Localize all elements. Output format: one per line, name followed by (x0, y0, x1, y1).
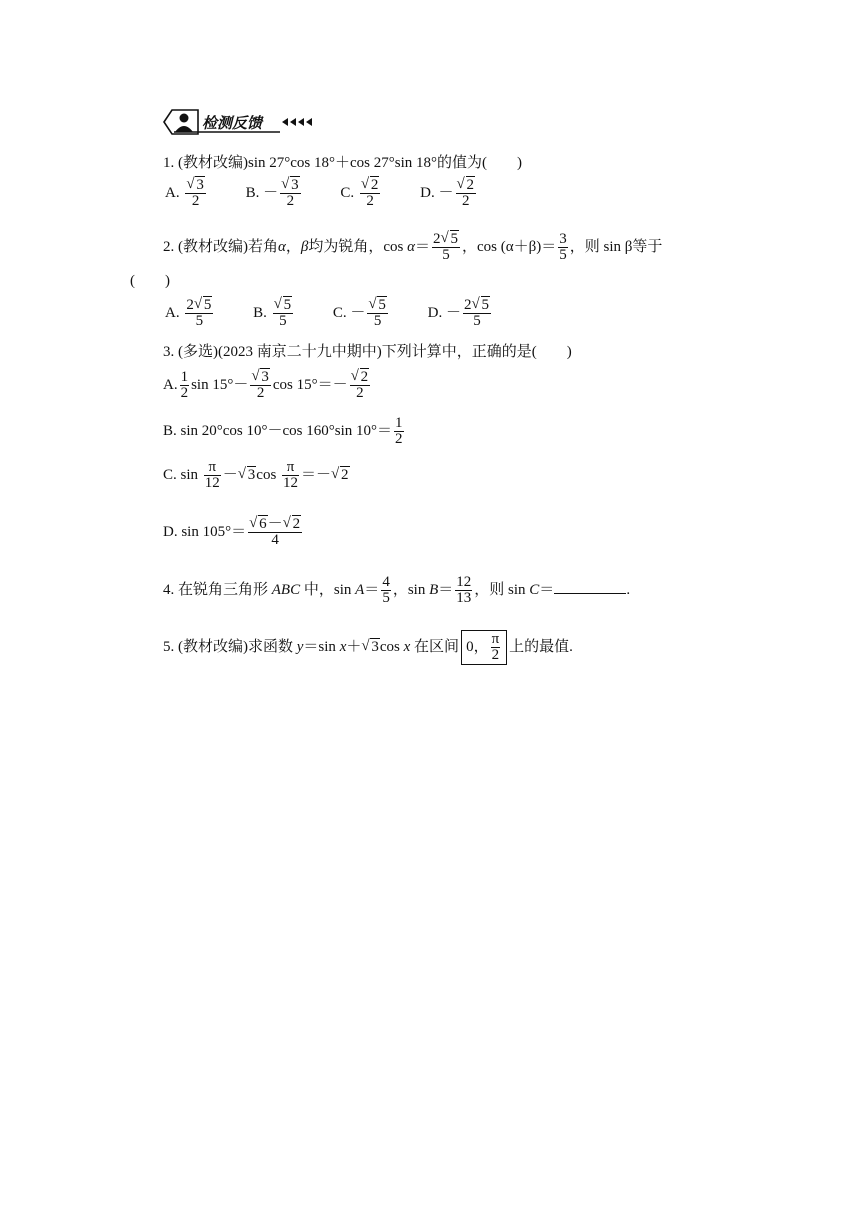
fraction (360, 178, 381, 209)
fraction (455, 575, 472, 606)
fraction (463, 298, 491, 329)
alpha: α (407, 238, 415, 255)
radicand: 5 (450, 231, 459, 247)
var-x: x (339, 638, 347, 655)
q1-option-d (420, 177, 478, 209)
numerator: 1 (180, 369, 189, 385)
q1-option-a (165, 177, 212, 209)
option-letter: A. (163, 376, 178, 393)
sign: － (445, 304, 461, 321)
fraction (558, 232, 568, 263)
option-letter: A. (165, 304, 180, 321)
q4-mid: 中，sin (303, 581, 352, 598)
option-letter: A. (165, 184, 180, 201)
q2-cos-sum: ，cos (α＋β)＝ (462, 238, 557, 255)
radicand: 3 (247, 466, 256, 483)
fraction (432, 232, 460, 263)
numerator: π (282, 460, 299, 476)
q2-option-d (427, 297, 493, 329)
fraction (282, 460, 299, 491)
coefficient: 2 (433, 231, 441, 247)
var-x: x (403, 638, 411, 655)
denominator: 2 (395, 431, 403, 447)
numerator: π (491, 631, 500, 647)
q2-option-c (332, 297, 394, 329)
radicand: 2 (292, 516, 301, 532)
coefficient: 2 (464, 297, 472, 313)
q2-paren: ( ) (130, 273, 170, 289)
q5 (163, 630, 573, 665)
option-letter: C. (332, 304, 347, 321)
fraction (381, 575, 391, 606)
period: . (626, 581, 631, 598)
expr: cos 15°＝－ (272, 376, 348, 393)
radicand: 5 (378, 297, 386, 313)
denominator: 2 (180, 385, 189, 401)
fraction (350, 370, 371, 401)
interval-left: 0， (466, 638, 489, 655)
q2-stem (163, 232, 662, 263)
denominator: 5 (559, 247, 567, 263)
radicand: 5 (203, 297, 212, 313)
fraction (491, 632, 501, 663)
radicand: 5 (481, 297, 489, 313)
sign: － (263, 184, 279, 201)
fraction (456, 178, 477, 209)
denominator: 5 (195, 313, 204, 329)
equals: ＝ (438, 581, 454, 598)
fraction (204, 460, 221, 491)
q3-option-d (163, 517, 304, 548)
q2-option-a (165, 297, 219, 329)
radicand: 5 (283, 297, 292, 313)
option-letter: D. (427, 304, 443, 321)
equals: ＝ (415, 238, 431, 255)
q5-end: 上的最值. (509, 638, 573, 655)
fraction (180, 370, 190, 401)
fraction (185, 178, 206, 209)
interval-bracket (461, 630, 507, 665)
denominator: 2 (356, 385, 364, 401)
denominator: 4 (271, 532, 279, 548)
expr: B. sin 20°cos 10°－cos 160°sin 10°＝ (163, 422, 392, 439)
expr: C. sin (163, 466, 199, 483)
fraction (367, 298, 388, 329)
q1-options (165, 178, 512, 209)
option-letter: B. (245, 184, 260, 201)
angle-a: A (355, 581, 365, 598)
q3-option-b (163, 416, 406, 447)
q3-option-c (163, 460, 350, 491)
numerator: 12 (456, 574, 472, 590)
radicand: 2 (466, 177, 474, 193)
plus: ＋ (346, 638, 362, 655)
fraction (394, 416, 404, 447)
denominator: 13 (456, 590, 472, 606)
sign: － (350, 304, 366, 321)
radicand: 6 (259, 516, 267, 532)
triangle-name: ABC (271, 581, 301, 598)
numerator: 4 (382, 574, 390, 590)
denominator: 2 (462, 193, 470, 209)
denominator: 12 (204, 475, 220, 491)
fraction (250, 370, 271, 401)
comma: ， (285, 238, 301, 255)
fraction (273, 298, 294, 329)
fraction (280, 178, 301, 209)
denominator: 2 (256, 385, 265, 401)
denominator: 2 (491, 647, 500, 663)
denominator: 12 (283, 475, 299, 491)
denominator: 5 (442, 247, 450, 263)
numerator: π (204, 460, 221, 476)
answer-blank[interactable] (554, 581, 626, 594)
var-y: y (296, 638, 304, 655)
q3-stem: 3. (多选)(2023 南京二十九中期中)下列计算中，正确的是( ) (163, 344, 572, 360)
q2-mid: 均为锐角，cos (308, 238, 404, 255)
alpha: α (278, 238, 286, 255)
fraction (248, 517, 302, 548)
numerator: 3 (559, 231, 567, 247)
option-letter: B. (253, 304, 267, 321)
denominator: 2 (286, 193, 295, 209)
expr: ，则 sin (474, 581, 526, 598)
fraction (185, 298, 213, 329)
radicand: 3 (291, 177, 299, 193)
denominator: 2 (191, 193, 200, 209)
radicand: 3 (371, 638, 379, 655)
equals: ＝－ (301, 466, 332, 483)
angle-b: B (429, 581, 439, 598)
expr: sin 15°－ (191, 376, 249, 393)
section-header-label: 检测反馈 (202, 114, 263, 132)
expr: ，sin (392, 581, 426, 598)
q2-options (165, 298, 527, 329)
equals: ＝ (364, 581, 380, 598)
q1-stem: 1. (教材改编)sin 27°cos 18°＋cos 27°sin 18°的值为( ) (163, 155, 522, 171)
radicand: 2 (360, 369, 369, 385)
radicand: 3 (261, 369, 269, 385)
q4-prefix: 4. 在锐角三角形 (163, 581, 269, 598)
denominator: 5 (473, 313, 481, 329)
q1-option-b (245, 177, 307, 209)
q3-option-a (163, 370, 372, 401)
expr: cos (379, 638, 400, 655)
sign: － (438, 184, 454, 201)
denominator: 5 (382, 590, 390, 606)
q1-option-c (340, 177, 386, 209)
radicand: 2 (341, 466, 349, 483)
numerator: 1 (395, 415, 403, 431)
q5-prefix: 5. (教材改编)求函数 (163, 638, 293, 655)
radicand: 3 (196, 177, 204, 193)
q4 (163, 575, 630, 606)
expr: ＝sin (303, 638, 336, 655)
q5-mid: 在区间 (414, 638, 460, 655)
expr: D. sin 105°＝ (163, 523, 247, 540)
section-header (160, 108, 320, 141)
q2-prefix: 2. (教材改编)若角 (163, 238, 278, 255)
equals: ＝ (539, 581, 555, 598)
minus: － (267, 516, 283, 532)
option-letter: C. (340, 184, 355, 201)
q2-option-b (253, 297, 299, 329)
coefficient: 2 (186, 297, 194, 313)
angle-c: C (529, 581, 540, 598)
radicand: 2 (370, 177, 379, 193)
minus: － (222, 466, 238, 483)
denominator: 5 (279, 313, 287, 329)
expr: cos (256, 466, 277, 483)
denominator: 5 (373, 313, 382, 329)
denominator: 2 (366, 193, 374, 209)
q2-tail: ，则 sin β等于 (569, 238, 663, 255)
option-letter: D. (420, 184, 435, 201)
beta: β (300, 238, 309, 255)
